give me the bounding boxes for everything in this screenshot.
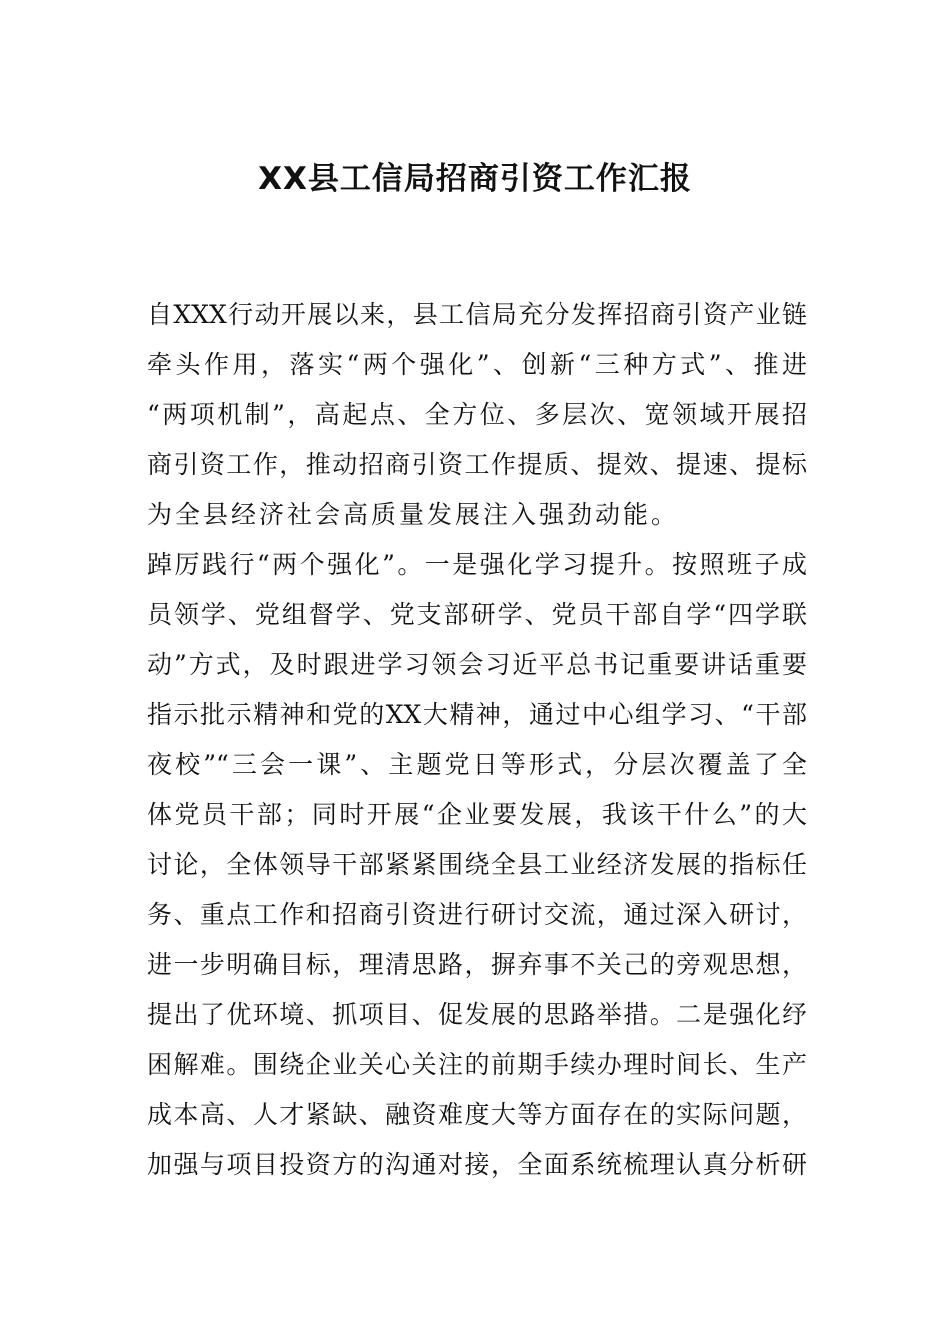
- body-line: 讨论，全体领导干部紧紧围绕全县工业经济发展的指标任: [147, 850, 807, 879]
- body-line: 员领学、党组督学、党支部研学、党员干部自学“四学联: [147, 600, 807, 629]
- body-line: 指示批示精神和党的XX大精神，通过中心组学习、“干部: [147, 700, 807, 729]
- body-line: 务、重点工作和招商引资进行研讨交流，通过深入研讨，: [147, 900, 807, 929]
- body-line: 加强与项目投资方的沟通对接，全面系统梳理认真分析研: [147, 1150, 807, 1179]
- body-line: 牵头作用，落实“两个强化”、创新“三种方式”、推进: [147, 350, 807, 379]
- body-line: 踔厉践行“两个强化”。一是强化学习提升。按照班子成: [147, 550, 807, 579]
- body-line: 夜校”“三会一课”、主题党日等形式，分层次覆盖了全: [147, 750, 807, 779]
- body-line: 提出了优环境、抓项目、促发展的思路举措。二是强化纾: [147, 1000, 807, 1029]
- body-line: 困解难。围绕企业关心关注的前期手续办理时间长、生产: [147, 1050, 807, 1079]
- body-line: 为全县经济社会高质量发展注入强劲动能。: [147, 500, 680, 529]
- body-line: 成本高、人才紧缺、融资难度大等方面存在的实际问题，: [147, 1100, 807, 1129]
- document-title: XX县工信局招商引资工作汇报: [258, 161, 692, 197]
- body-line: 进一步明确目标，理清思路，摒弃事不关己的旁观思想，: [147, 950, 807, 979]
- body-line: 动”方式，及时跟进学习领会习近平总书记重要讲话重要: [147, 650, 807, 679]
- body-line: 体党员干部；同时开展“企业要发展，我该干什么”的大: [147, 800, 807, 829]
- body-line: 自XXX行动开展以来，县工信局充分发挥招商引资产业链: [147, 300, 807, 329]
- body-line: 商引资工作，推动招商引资工作提质、提效、提速、提标: [147, 450, 807, 479]
- body-line: “两项机制”，高起点、全方位、多层次、宽领域开展招: [147, 400, 807, 429]
